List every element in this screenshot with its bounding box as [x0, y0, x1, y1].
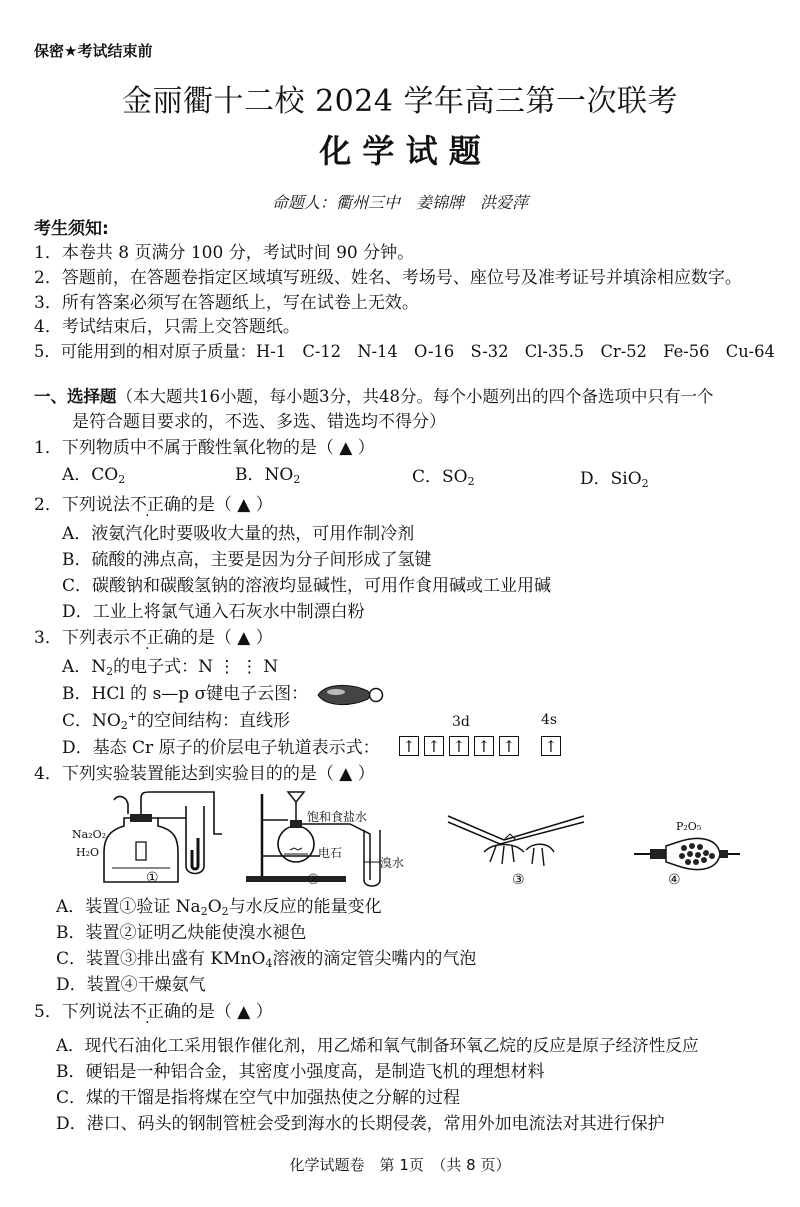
- orbital-3d-1: ↑: [399, 736, 419, 756]
- q5-option-a: A．现代石油化工采用银作催化剂，用乙烯和氧气制备环氧乙烷的反应是原子经济性反应: [56, 1036, 699, 1055]
- notice-item-5: 5．可能用到的相对原子质量：H-1 C-12 N-14 O-16 S-32 Cl-35.5 Cr-52 Fe-56 Cu-64: [34, 342, 775, 361]
- figure-number-3: ③: [512, 872, 525, 888]
- sp-sigma-cloud-image: [316, 683, 384, 707]
- q5-stem: 5．下列说法不正确的是（ ▲ ）: [34, 1002, 273, 1022]
- q3-option-a: A．$N_2$的电子式：N ⋮ ⋮ N: [62, 657, 279, 678]
- q2-stem: 2．下列说法不正确的是（ ▲ ）: [34, 495, 273, 515]
- orbital-3d-3: ↑: [449, 736, 469, 756]
- notice-heading: 考生须知:: [34, 219, 109, 239]
- q4-option-d: D．装置④干燥氨气: [56, 975, 206, 995]
- q2-option-d: D．工业上将氯气通入石灰水中制漂白粉: [62, 602, 365, 622]
- label-na2o2: Na₂O₂: [72, 828, 107, 841]
- q5-option-b: B．硬铝是一种铝合金，其密度小强度高，是制造飞机的理想材料: [56, 1062, 545, 1082]
- orbital-3d-5: ↑: [499, 736, 519, 756]
- q1-stem: 1．下列物质中不属于酸性氧化物的是（ ▲ ）: [34, 438, 375, 458]
- subject-title: 化 学 试 题: [319, 132, 481, 170]
- figure-number-4: ④: [668, 872, 681, 888]
- q3-stem: 3．下列表示不正确的是（ ▲ ）: [34, 628, 273, 648]
- page-footer: 化学试题卷 第 1页 （共 8 页）: [289, 1156, 511, 1174]
- q4-option-b: B．装置②证明乙炔能使溴水褪色: [56, 923, 307, 943]
- notice-item-3: 3．所有答案必须写在答题纸上，写在试卷上无效。: [34, 293, 419, 313]
- section-heading: 一、选择题（本大题共16小题，每小题3分，共48分。每个小题列出的四个备选项中只有一个: [34, 387, 714, 406]
- q1-option-d: D．SiO$_2$: [580, 469, 649, 490]
- apparatus-3-diagram: [444, 812, 594, 872]
- notice-item-2: 2．答题前，在答题卷指定区域填写班级、姓名、考场号、座位号及准考证号并填涂相应数字。: [34, 268, 742, 288]
- figure-number-1: ①: [146, 870, 159, 886]
- q3-option-c: C．$NO_2^+$的空间结构：直线形: [62, 710, 291, 732]
- q1-option-a: A．$CO_2$: [62, 465, 126, 486]
- q3-option-b: B．HCl 的 s—p σ键电子云图：: [62, 684, 309, 704]
- q2-option-c: C．碳酸钠和碳酸氢钠的溶液均显碱性，可用作食用碱或工业用碱: [62, 576, 552, 596]
- q3-option-d: D．基态 Cr 原子的价层电子轨道表示式：: [62, 738, 380, 758]
- label-h2o: H₂O: [76, 846, 100, 859]
- label-3d: 3d: [452, 714, 470, 730]
- q4-option-a: A．装置①验证 $Na_2O_2$与水反应的能量变化: [56, 897, 382, 918]
- q4-option-c: C．装置③排出盛有 KMnO$_4$溶液的滴定管尖嘴内的气泡: [56, 949, 477, 970]
- label-bromine-water: 溴水: [380, 856, 405, 870]
- q5-option-d: D．港口、码头的钢制管桩会受到海水的长期侵袭，常用外加电流法对其进行保护: [56, 1114, 665, 1134]
- q4-stem: 4．下列实验装置能达到实验目的的是（ ▲ ）: [34, 764, 375, 784]
- label-brine: 饱和食盐水: [307, 810, 368, 824]
- orbital-4s: ↑: [541, 736, 561, 756]
- label-4s: 4s: [541, 712, 558, 728]
- q1-option-b: B．$NO_2$: [235, 465, 301, 486]
- q5-option-c: C．煤的干馏是指将煤在空气中加强热使之分解的过程: [56, 1088, 461, 1108]
- notice-item-4: 4．考试结束后，只需上交答题纸。: [34, 317, 300, 337]
- secret-label: 保密★考试结束前: [34, 42, 153, 60]
- apparatus-4-diagram: [632, 832, 742, 872]
- label-carbide: 电石: [318, 846, 343, 860]
- q2-option-a: A．液氨汽化时要吸收大量的热，可用作制冷剂: [62, 524, 415, 544]
- label-p2o5: P₂O₅: [676, 820, 702, 833]
- orbital-3d-2: ↑: [424, 736, 444, 756]
- apparatus-2-diagram: [240, 790, 400, 890]
- figure-number-2: ②: [307, 872, 320, 888]
- q1-option-c: C．$SO_2$: [412, 467, 475, 488]
- section-heading-line2: 是符合题目要求的，不选、多选、错选均不得分）: [72, 412, 446, 432]
- orbital-3d-4: ↑: [474, 736, 494, 756]
- q2-option-b: B．硫酸的沸点高，主要是因为分子间形成了氢键: [62, 550, 432, 570]
- exam-title: 金丽衢十二校 2024 学年高三第一次联考: [122, 84, 678, 119]
- authors-line: 命题人：衢州三中 姜锦牌 洪爱萍: [271, 193, 528, 212]
- notice-item-1: 1．本卷共 8 页满分 100 分，考试时间 90 分钟。: [34, 243, 415, 263]
